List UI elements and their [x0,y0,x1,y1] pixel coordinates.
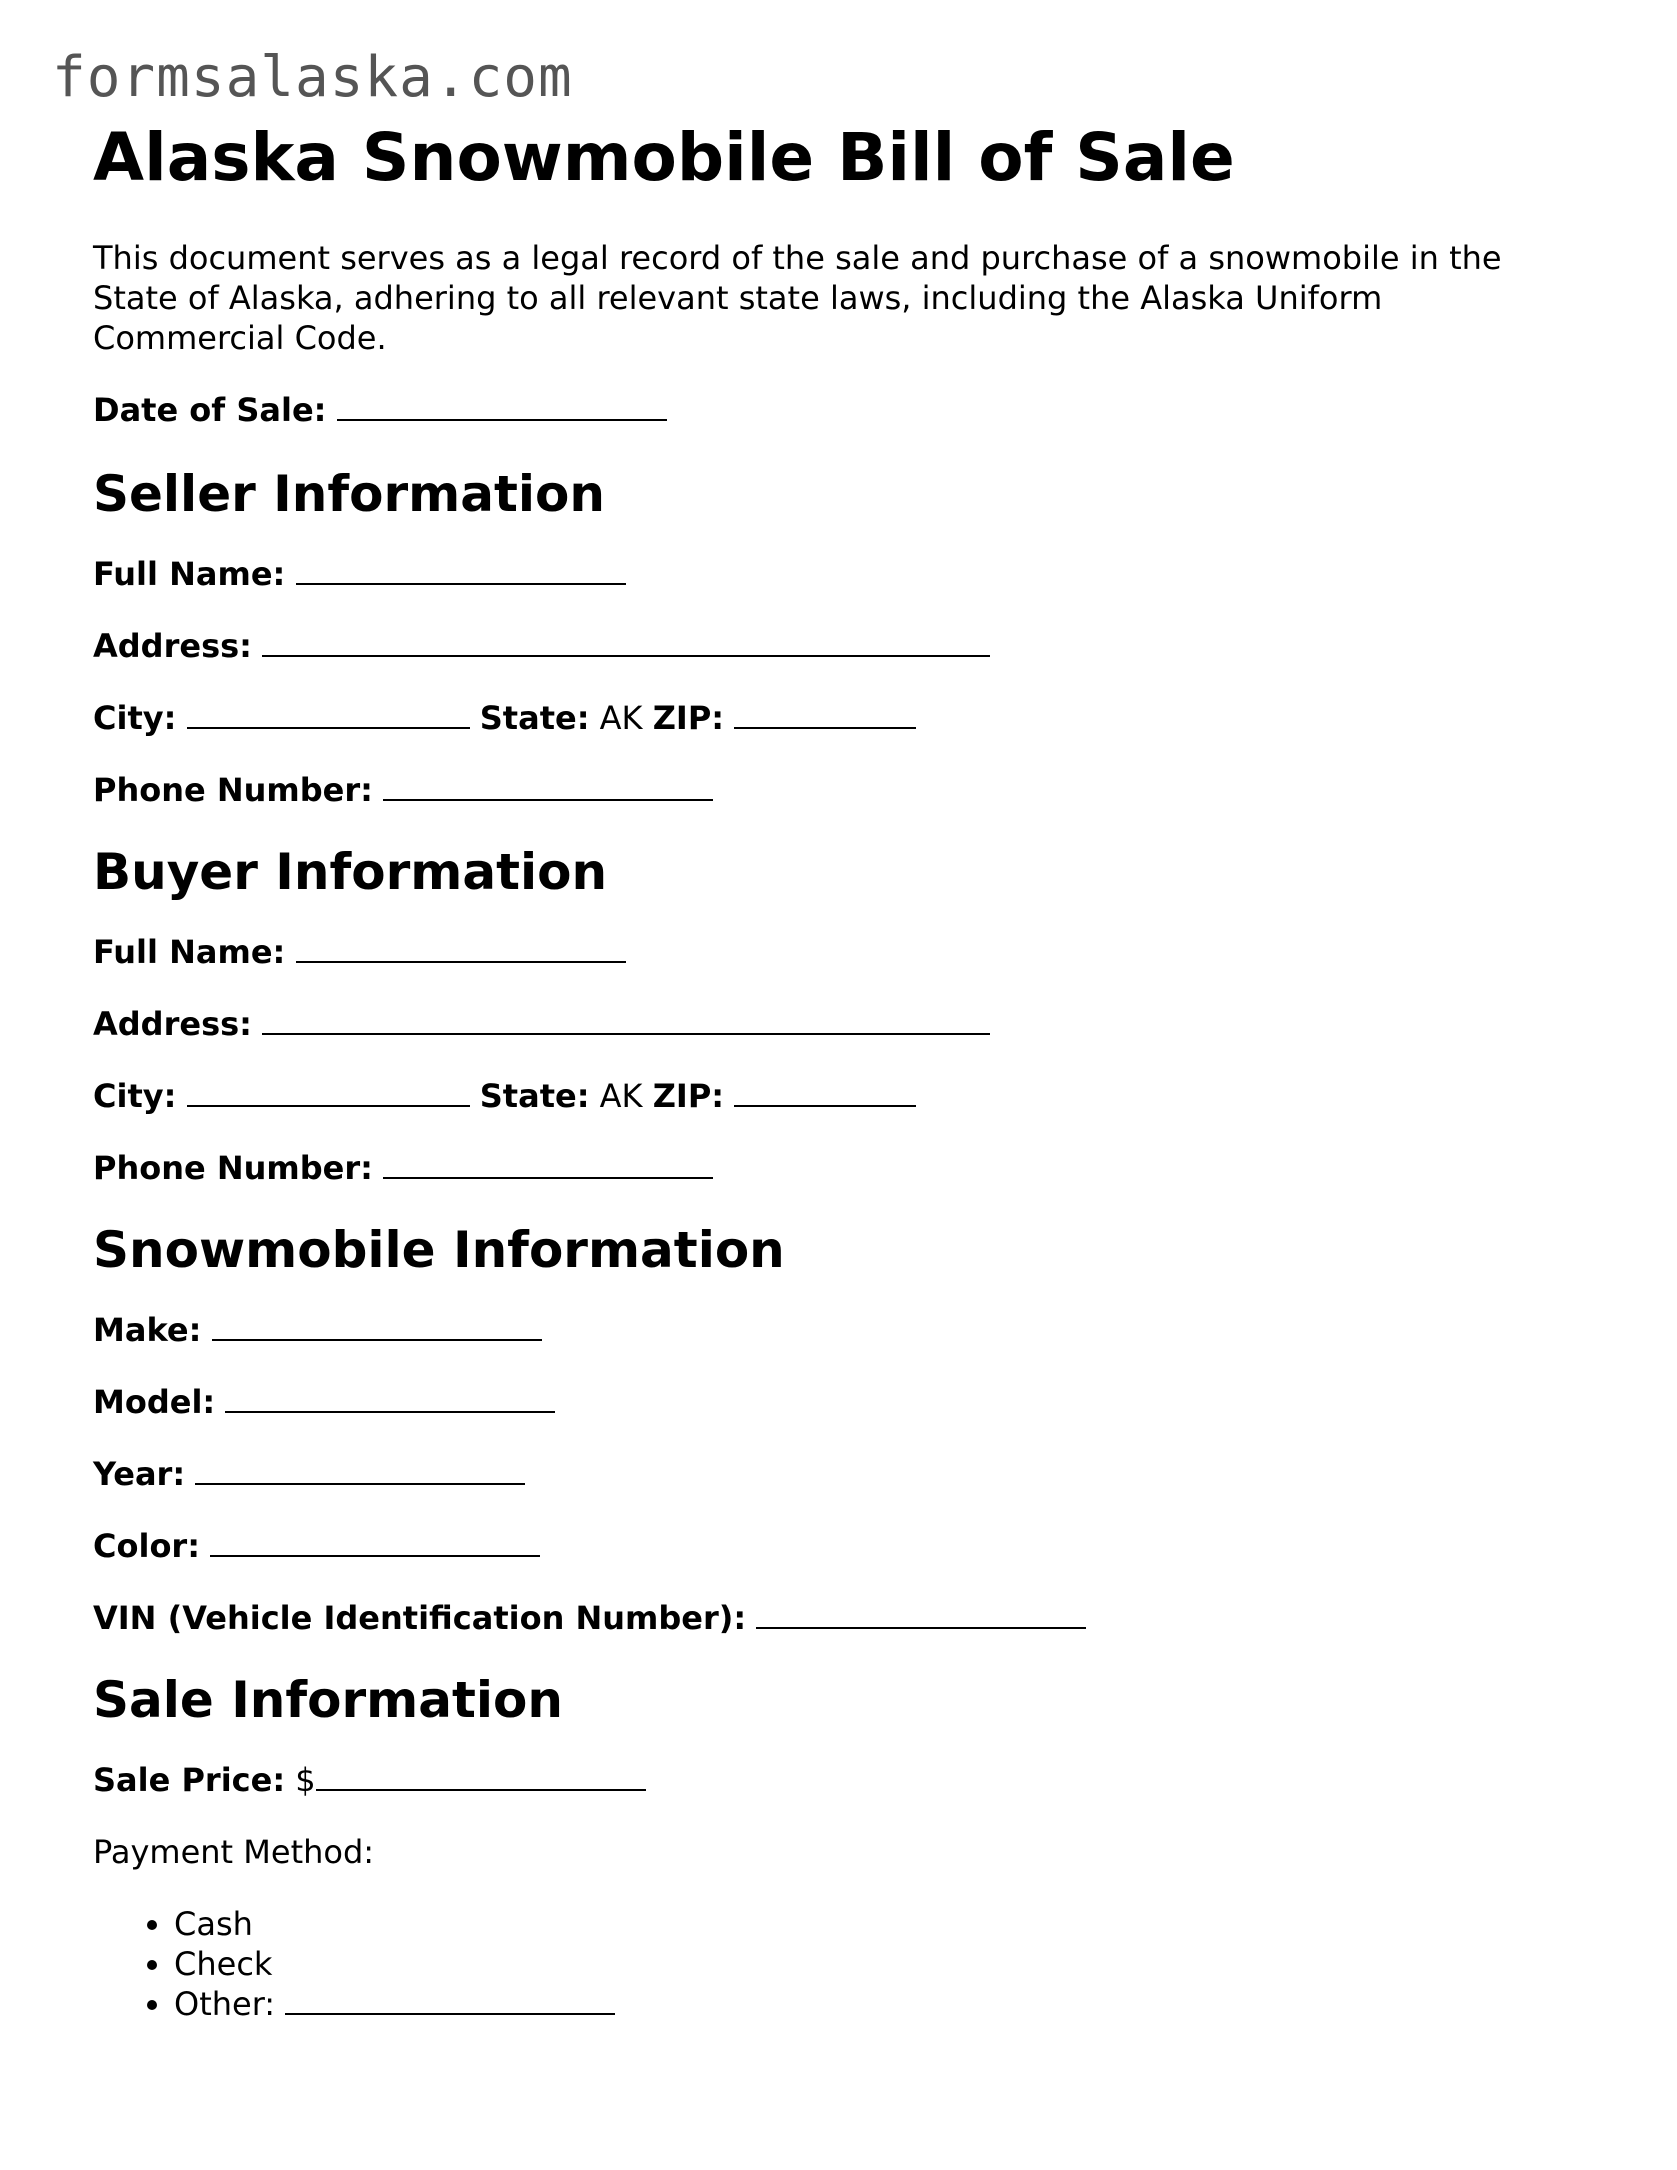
payment-option-check[interactable] [174,1944,1593,1984]
date-of-sale-row [93,390,1593,430]
seller-heading: Seller Information [93,465,605,523]
seller-full-name-row [93,554,1593,594]
color-blank[interactable] [210,1527,540,1557]
payment-option-other[interactable] [174,1984,1593,2024]
buyer-city-label: City: [93,1077,177,1115]
make-blank[interactable] [212,1311,542,1341]
seller-zip-blank[interactable] [734,699,916,729]
color-row [93,1526,1593,1566]
sale-heading: Sale Information [93,1671,563,1729]
buyer-zip-label: ZIP: [652,1077,725,1115]
buyer-phone-blank[interactable] [383,1149,713,1179]
buyer-zip-blank[interactable] [734,1077,916,1107]
document-title: Alaska Snowmobile Bill of Sale [93,119,1235,196]
intro-paragraph: This document serves as a legal record of the sale and purchase of a snowmobile in the State of Alaska, adhering to all relevant state laws, including the Alaska Uniform Commercial Code. [93,239,1502,357]
document-page [93,118,1593,2024]
payment-option-check-label: Check [174,1945,273,1983]
payment-option-cash-label: Cash [174,1905,253,1943]
payment-option-other-label: Other: [174,1985,276,2023]
seller-city-label: City: [93,699,177,737]
make-label: Make: [93,1311,202,1349]
buyer-phone-label: Phone Number: [93,1149,373,1187]
year-blank[interactable] [195,1455,525,1485]
buyer-full-name-row [93,932,1593,972]
year-label: Year: [93,1455,186,1493]
buyer-address-blank[interactable] [262,1005,990,1035]
sale-price-label: Sale Price: [93,1761,286,1799]
snowmobile-heading: Snowmobile Information [93,1221,785,1279]
sale-price-blank[interactable] [316,1761,646,1791]
buyer-state-label: State: [479,1077,590,1115]
seller-phone-blank[interactable] [383,771,713,801]
seller-city-blank[interactable] [187,699,470,729]
buyer-address-row [93,1004,1593,1044]
seller-phone-label: Phone Number: [93,771,373,809]
buyer-state-value: AK [599,1077,643,1115]
seller-address-blank[interactable] [262,627,990,657]
sale-price-row [93,1760,1593,1800]
model-blank[interactable] [225,1383,555,1413]
model-row [93,1382,1593,1422]
seller-full-name-blank[interactable] [296,555,626,585]
seller-address-row [93,626,1593,666]
buyer-city-blank[interactable] [187,1077,470,1107]
vin-row [93,1598,1593,1638]
seller-address-label: Address: [93,627,252,665]
payment-method-list [93,1904,1593,2024]
buyer-heading: Buyer Information [93,843,608,901]
color-label: Color: [93,1527,200,1565]
currency-symbol: $ [295,1761,316,1799]
seller-zip-label: ZIP: [652,699,725,737]
seller-city-state-zip-row [93,698,1593,738]
buyer-full-name-blank[interactable] [296,933,626,963]
date-of-sale-label: Date of Sale: [93,391,327,429]
date-of-sale-blank[interactable] [337,391,667,421]
payment-option-cash[interactable] [174,1904,1593,1944]
payment-method-label: Payment Method: [93,1833,375,1871]
vin-blank[interactable] [756,1599,1086,1629]
make-row [93,1310,1593,1350]
year-row [93,1454,1593,1494]
buyer-address-label: Address: [93,1005,252,1043]
watermark: formsalaska.com [52,45,573,110]
buyer-city-state-zip-row [93,1076,1593,1116]
seller-full-name-label: Full Name: [93,555,286,593]
seller-state-value: AK [599,699,643,737]
seller-state-label: State: [479,699,590,737]
model-label: Model: [93,1383,216,1421]
seller-phone-row [93,770,1593,810]
vin-label: VIN (Vehicle Identification Number): [93,1599,747,1637]
buyer-full-name-label: Full Name: [93,933,286,971]
payment-other-blank[interactable] [285,1985,615,2015]
buyer-phone-row [93,1148,1593,1188]
